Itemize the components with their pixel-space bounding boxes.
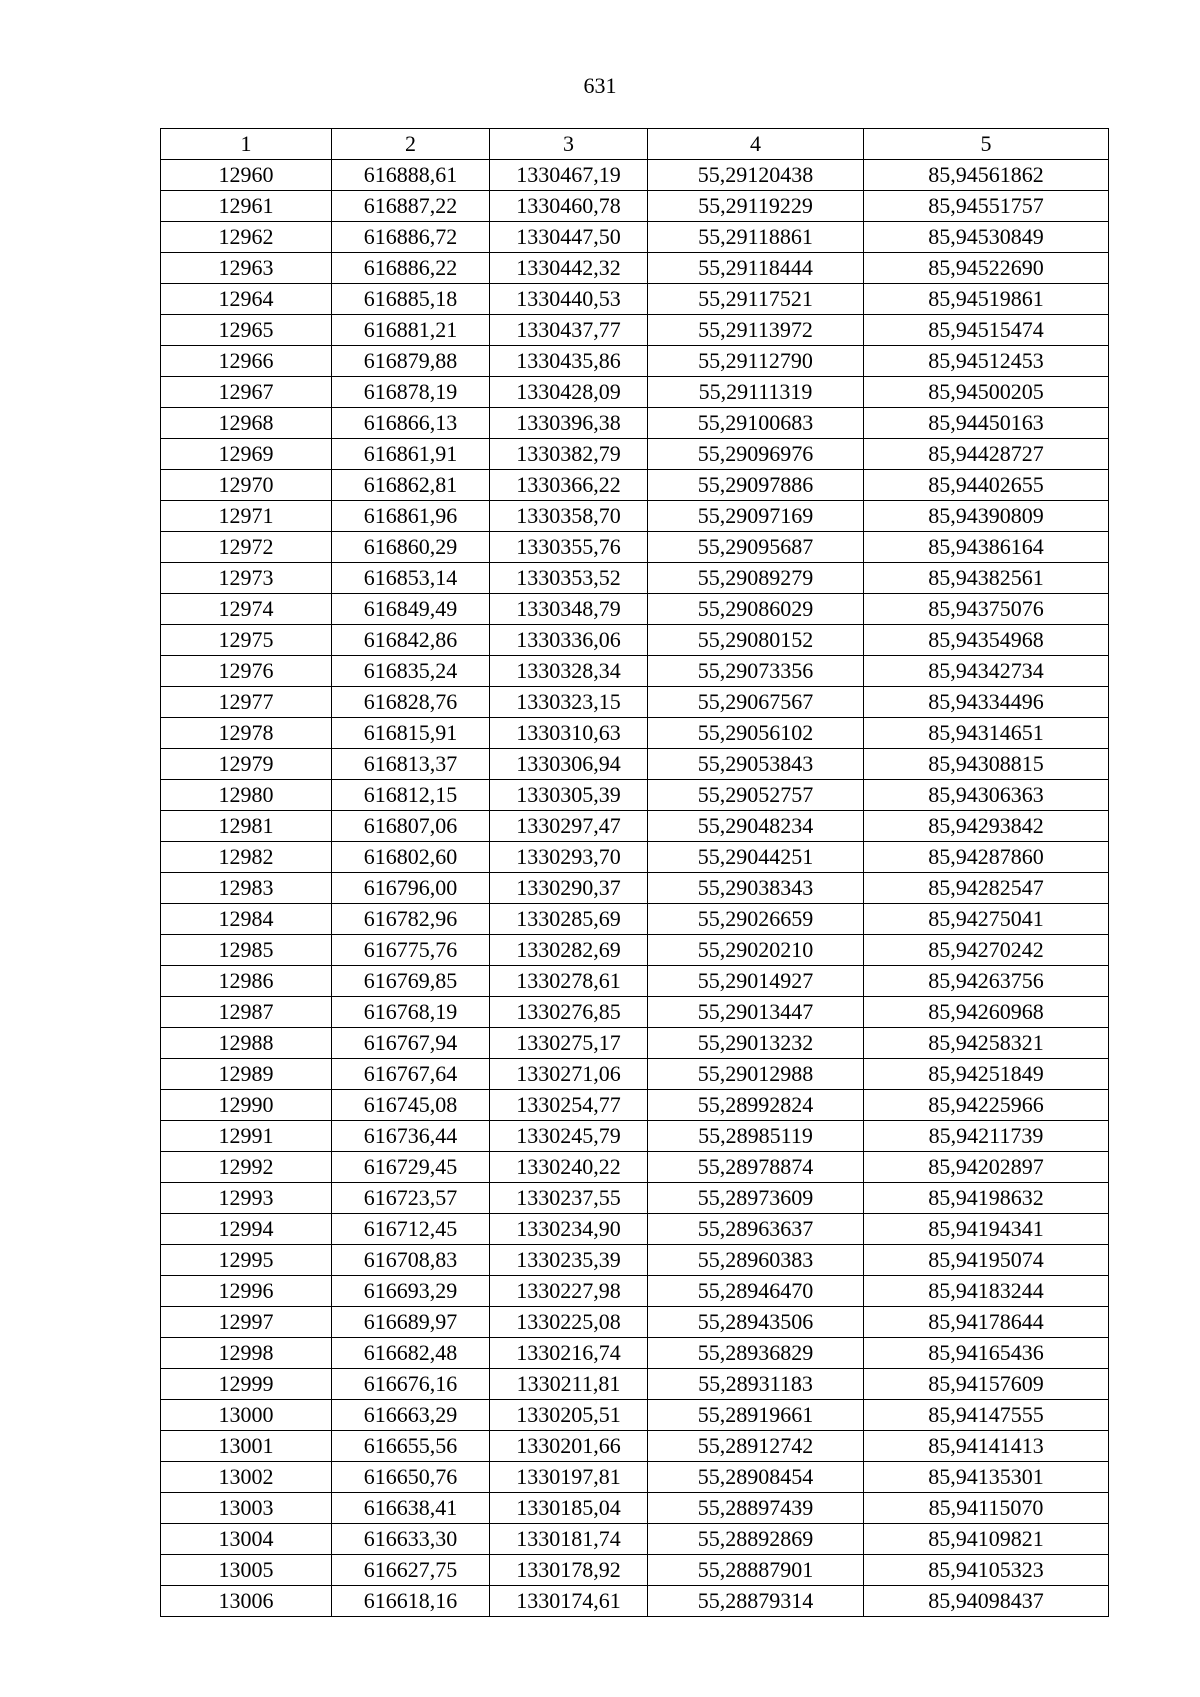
table-cell-col-4: 55,28897439 — [648, 1493, 864, 1524]
table-cell-col-3: 1330447,50 — [490, 222, 648, 253]
table-cell-col-5: 85,94258321 — [864, 1028, 1109, 1059]
table-cell-col-1: 12980 — [161, 780, 332, 811]
table-cell-col-1: 12985 — [161, 935, 332, 966]
table-cell-col-5: 85,94141413 — [864, 1431, 1109, 1462]
table-cell-col-2: 616767,94 — [332, 1028, 490, 1059]
table-cell-col-2: 616712,45 — [332, 1214, 490, 1245]
table-cell-col-4: 55,28985119 — [648, 1121, 864, 1152]
table-cell-col-3: 1330323,15 — [490, 687, 648, 718]
table-cell-col-4: 55,28978874 — [648, 1152, 864, 1183]
table-cell-col-5: 85,94165436 — [864, 1338, 1109, 1369]
table-cell-col-3: 1330185,04 — [490, 1493, 648, 1524]
table-cell-col-4: 55,29119229 — [648, 191, 864, 222]
table-cell-col-5: 85,94561862 — [864, 160, 1109, 191]
table-cell-col-4: 55,29056102 — [648, 718, 864, 749]
table-cell-col-5: 85,94178644 — [864, 1307, 1109, 1338]
table-cell-col-5: 85,94386164 — [864, 532, 1109, 563]
table-cell-col-4: 55,29111319 — [648, 377, 864, 408]
table-cell-col-2: 616775,76 — [332, 935, 490, 966]
table-cell-col-3: 1330305,39 — [490, 780, 648, 811]
table-cell-col-2: 616807,06 — [332, 811, 490, 842]
table-cell-col-1: 12963 — [161, 253, 332, 284]
table-cell-col-4: 55,28931183 — [648, 1369, 864, 1400]
table-cell-col-2: 616813,37 — [332, 749, 490, 780]
table-cell-col-5: 85,94183244 — [864, 1276, 1109, 1307]
table-cell-col-4: 55,29117521 — [648, 284, 864, 315]
table-cell-col-3: 1330460,78 — [490, 191, 648, 222]
table-cell-col-2: 616633,30 — [332, 1524, 490, 1555]
table-cell-col-3: 1330245,79 — [490, 1121, 648, 1152]
table-cell-col-5: 85,94314651 — [864, 718, 1109, 749]
table-cell-col-1: 12991 — [161, 1121, 332, 1152]
table-row — [161, 842, 1109, 873]
table-cell-col-3: 1330234,90 — [490, 1214, 648, 1245]
table-cell-col-3: 1330297,47 — [490, 811, 648, 842]
table-cell-col-2: 616745,08 — [332, 1090, 490, 1121]
table-cell-col-4: 55,29044251 — [648, 842, 864, 873]
table-cell-col-2: 616768,19 — [332, 997, 490, 1028]
table-cell-col-2: 616879,88 — [332, 346, 490, 377]
table-cell-col-5: 85,94390809 — [864, 501, 1109, 532]
table-cell-col-4: 55,29089279 — [648, 563, 864, 594]
table-row — [161, 1214, 1109, 1245]
table-cell-col-2: 616796,00 — [332, 873, 490, 904]
table-cell-col-5: 85,94270242 — [864, 935, 1109, 966]
table-cell-col-1: 12970 — [161, 470, 332, 501]
table-row — [161, 873, 1109, 904]
table-cell-col-2: 616886,72 — [332, 222, 490, 253]
table-cell-col-4: 55,28992824 — [648, 1090, 864, 1121]
table-cell-col-1: 12996 — [161, 1276, 332, 1307]
table-cell-col-5: 85,94354968 — [864, 625, 1109, 656]
column-header-3: 3 — [490, 129, 648, 160]
table-row — [161, 1524, 1109, 1555]
table-cell-col-5: 85,94105323 — [864, 1555, 1109, 1586]
table-cell-col-4: 55,28943506 — [648, 1307, 864, 1338]
table-cell-col-3: 1330235,39 — [490, 1245, 648, 1276]
table-cell-col-1: 12976 — [161, 656, 332, 687]
table-cell-col-1: 12975 — [161, 625, 332, 656]
table-cell-col-4: 55,28960383 — [648, 1245, 864, 1276]
table-cell-col-1: 12988 — [161, 1028, 332, 1059]
table-cell-col-3: 1330336,06 — [490, 625, 648, 656]
table-cell-col-3: 1330276,85 — [490, 997, 648, 1028]
column-header-1: 1 — [161, 129, 332, 160]
table-cell-col-5: 85,94260968 — [864, 997, 1109, 1028]
table-cell-col-2: 616860,29 — [332, 532, 490, 563]
table-cell-col-2: 616736,44 — [332, 1121, 490, 1152]
column-header-5: 5 — [864, 129, 1109, 160]
table-cell-col-1: 13003 — [161, 1493, 332, 1524]
table-cell-col-4: 55,29096976 — [648, 439, 864, 470]
table-cell-col-2: 616815,91 — [332, 718, 490, 749]
table-cell-col-3: 1330271,06 — [490, 1059, 648, 1090]
table-cell-col-4: 55,29113972 — [648, 315, 864, 346]
table-cell-col-4: 55,28963637 — [648, 1214, 864, 1245]
table-row — [161, 532, 1109, 563]
table-cell-col-5: 85,94342734 — [864, 656, 1109, 687]
table-cell-col-5: 85,94522690 — [864, 253, 1109, 284]
table-row — [161, 191, 1109, 222]
table-cell-col-1: 12978 — [161, 718, 332, 749]
table-cell-col-5: 85,94157609 — [864, 1369, 1109, 1400]
column-header-2: 2 — [332, 129, 490, 160]
table-cell-col-4: 55,28892869 — [648, 1524, 864, 1555]
table-cell-col-2: 616618,16 — [332, 1586, 490, 1617]
table-cell-col-4: 55,29053843 — [648, 749, 864, 780]
table-cell-col-5: 85,94135301 — [864, 1462, 1109, 1493]
table-cell-col-3: 1330355,76 — [490, 532, 648, 563]
table-cell-col-5: 85,94382561 — [864, 563, 1109, 594]
table-cell-col-2: 616866,13 — [332, 408, 490, 439]
table-cell-col-3: 1330237,55 — [490, 1183, 648, 1214]
table-cell-col-1: 12986 — [161, 966, 332, 997]
table-cell-col-1: 12972 — [161, 532, 332, 563]
table-cell-col-5: 85,94306363 — [864, 780, 1109, 811]
table-cell-col-4: 55,28936829 — [648, 1338, 864, 1369]
table-body — [161, 160, 1109, 1617]
table-cell-col-5: 85,94551757 — [864, 191, 1109, 222]
table-cell-col-5: 85,94515474 — [864, 315, 1109, 346]
table-cell-col-5: 85,94282547 — [864, 873, 1109, 904]
table-row — [161, 1493, 1109, 1524]
table-cell-col-2: 616693,29 — [332, 1276, 490, 1307]
table-cell-col-3: 1330201,66 — [490, 1431, 648, 1462]
table-cell-col-4: 55,28973609 — [648, 1183, 864, 1214]
table-row — [161, 284, 1109, 315]
table-cell-col-1: 12971 — [161, 501, 332, 532]
table-row — [161, 1307, 1109, 1338]
table-cell-col-5: 85,94512453 — [864, 346, 1109, 377]
table-row — [161, 687, 1109, 718]
table-cell-col-3: 1330278,61 — [490, 966, 648, 997]
table-row — [161, 1059, 1109, 1090]
table-row — [161, 749, 1109, 780]
table-cell-col-5: 85,94293842 — [864, 811, 1109, 842]
table-cell-col-1: 12962 — [161, 222, 332, 253]
table-cell-col-2: 616861,96 — [332, 501, 490, 532]
table-cell-col-3: 1330211,81 — [490, 1369, 648, 1400]
table-cell-col-1: 12974 — [161, 594, 332, 625]
table-cell-col-3: 1330382,79 — [490, 439, 648, 470]
table-cell-col-3: 1330353,52 — [490, 563, 648, 594]
table-cell-col-2: 616888,61 — [332, 160, 490, 191]
table-cell-col-2: 616802,60 — [332, 842, 490, 873]
table-cell-col-3: 1330358,70 — [490, 501, 648, 532]
table-cell-col-5: 85,94098437 — [864, 1586, 1109, 1617]
table-row — [161, 470, 1109, 501]
table-cell-col-4: 55,29118444 — [648, 253, 864, 284]
table-cell-col-3: 1330275,17 — [490, 1028, 648, 1059]
table-cell-col-3: 1330290,37 — [490, 873, 648, 904]
table-row — [161, 1152, 1109, 1183]
table-row — [161, 1121, 1109, 1152]
table-row — [161, 1183, 1109, 1214]
table-row — [161, 1586, 1109, 1617]
table-cell-col-3: 1330282,69 — [490, 935, 648, 966]
table-cell-col-5: 85,94275041 — [864, 904, 1109, 935]
table-row — [161, 1369, 1109, 1400]
table-cell-col-5: 85,94287860 — [864, 842, 1109, 873]
table-row — [161, 997, 1109, 1028]
column-header-4: 4 — [648, 129, 864, 160]
table-cell-col-4: 55,29013232 — [648, 1028, 864, 1059]
table-cell-col-4: 55,28919661 — [648, 1400, 864, 1431]
table-cell-col-1: 12973 — [161, 563, 332, 594]
table-row — [161, 904, 1109, 935]
table-cell-col-5: 85,94147555 — [864, 1400, 1109, 1431]
table-cell-col-3: 1330310,63 — [490, 718, 648, 749]
table-cell-col-1: 12998 — [161, 1338, 332, 1369]
table-cell-col-4: 55,29067567 — [648, 687, 864, 718]
table-row — [161, 408, 1109, 439]
table-cell-col-3: 1330197,81 — [490, 1462, 648, 1493]
table-cell-col-5: 85,94251849 — [864, 1059, 1109, 1090]
table-cell-col-2: 616881,21 — [332, 315, 490, 346]
table-cell-col-3: 1330178,92 — [490, 1555, 648, 1586]
table-cell-col-5: 85,94530849 — [864, 222, 1109, 253]
table-cell-col-1: 12984 — [161, 904, 332, 935]
table-row — [161, 625, 1109, 656]
table-cell-col-1: 12966 — [161, 346, 332, 377]
table-cell-col-3: 1330216,74 — [490, 1338, 648, 1369]
table-cell-col-2: 616886,22 — [332, 253, 490, 284]
table-cell-col-5: 85,94500205 — [864, 377, 1109, 408]
table-row — [161, 935, 1109, 966]
table-cell-col-1: 12993 — [161, 1183, 332, 1214]
table-cell-col-5: 85,94375076 — [864, 594, 1109, 625]
table-cell-col-2: 616729,45 — [332, 1152, 490, 1183]
table-row — [161, 594, 1109, 625]
table-cell-col-1: 12979 — [161, 749, 332, 780]
table-cell-col-5: 85,94211739 — [864, 1121, 1109, 1152]
table-cell-col-2: 616828,76 — [332, 687, 490, 718]
table-header — [161, 129, 1109, 160]
table-cell-col-2: 616812,15 — [332, 780, 490, 811]
table-cell-col-1: 12961 — [161, 191, 332, 222]
table-cell-col-5: 85,94263756 — [864, 966, 1109, 997]
table-cell-col-3: 1330437,77 — [490, 315, 648, 346]
table-cell-col-5: 85,94115070 — [864, 1493, 1109, 1524]
table-cell-col-1: 12967 — [161, 377, 332, 408]
table-cell-col-2: 616769,85 — [332, 966, 490, 997]
table-cell-col-3: 1330205,51 — [490, 1400, 648, 1431]
table-cell-col-2: 616767,64 — [332, 1059, 490, 1090]
table-cell-col-4: 55,29014927 — [648, 966, 864, 997]
table-row — [161, 1555, 1109, 1586]
table-row — [161, 1462, 1109, 1493]
table-cell-col-2: 616663,29 — [332, 1400, 490, 1431]
table-row — [161, 563, 1109, 594]
table-cell-col-1: 12997 — [161, 1307, 332, 1338]
table-row — [161, 656, 1109, 687]
table-cell-col-4: 55,29020210 — [648, 935, 864, 966]
table-cell-col-2: 616842,86 — [332, 625, 490, 656]
table-row — [161, 1338, 1109, 1369]
table-cell-col-2: 616676,16 — [332, 1369, 490, 1400]
table-cell-col-1: 12992 — [161, 1152, 332, 1183]
table-cell-col-3: 1330428,09 — [490, 377, 648, 408]
table-cell-col-4: 55,29073356 — [648, 656, 864, 687]
table-cell-col-3: 1330181,74 — [490, 1524, 648, 1555]
table-cell-col-4: 55,29052757 — [648, 780, 864, 811]
table-cell-col-1: 12989 — [161, 1059, 332, 1090]
header-row — [161, 129, 1109, 160]
table-cell-col-3: 1330467,19 — [490, 160, 648, 191]
table-cell-col-1: 13002 — [161, 1462, 332, 1493]
table-cell-col-1: 12964 — [161, 284, 332, 315]
table-row — [161, 222, 1109, 253]
table-cell-col-2: 616861,91 — [332, 439, 490, 470]
table-row — [161, 377, 1109, 408]
table-cell-col-1: 12977 — [161, 687, 332, 718]
table-cell-col-2: 616782,96 — [332, 904, 490, 935]
table-cell-col-5: 85,94450163 — [864, 408, 1109, 439]
table-cell-col-4: 55,29080152 — [648, 625, 864, 656]
table-cell-col-3: 1330442,32 — [490, 253, 648, 284]
table-cell-col-3: 1330227,98 — [490, 1276, 648, 1307]
table-cell-col-5: 85,94308815 — [864, 749, 1109, 780]
table-cell-col-2: 616627,75 — [332, 1555, 490, 1586]
table-cell-col-2: 616723,57 — [332, 1183, 490, 1214]
table-cell-col-1: 13006 — [161, 1586, 332, 1617]
table-cell-col-2: 616650,76 — [332, 1462, 490, 1493]
table-cell-col-5: 85,94225966 — [864, 1090, 1109, 1121]
table-cell-col-3: 1330240,22 — [490, 1152, 648, 1183]
table-cell-col-1: 12968 — [161, 408, 332, 439]
table-cell-col-4: 55,29120438 — [648, 160, 864, 191]
table-row — [161, 780, 1109, 811]
table-cell-col-2: 616885,18 — [332, 284, 490, 315]
table-cell-col-4: 55,29112790 — [648, 346, 864, 377]
table-cell-col-4: 55,29013447 — [648, 997, 864, 1028]
table-cell-col-4: 55,29118861 — [648, 222, 864, 253]
table-cell-col-2: 616862,81 — [332, 470, 490, 501]
table-cell-col-2: 616708,83 — [332, 1245, 490, 1276]
table-cell-col-1: 12983 — [161, 873, 332, 904]
table-cell-col-2: 616887,22 — [332, 191, 490, 222]
table-cell-col-1: 12969 — [161, 439, 332, 470]
table-cell-col-5: 85,94519861 — [864, 284, 1109, 315]
table-row — [161, 811, 1109, 842]
table-cell-col-1: 12965 — [161, 315, 332, 346]
table-row — [161, 1090, 1109, 1121]
table-cell-col-3: 1330293,70 — [490, 842, 648, 873]
table-cell-col-4: 55,29012988 — [648, 1059, 864, 1090]
coordinates-table — [160, 128, 1109, 1617]
table-cell-col-4: 55,28879314 — [648, 1586, 864, 1617]
table-cell-col-4: 55,29086029 — [648, 594, 864, 625]
table-cell-col-2: 616878,19 — [332, 377, 490, 408]
table-cell-col-2: 616638,41 — [332, 1493, 490, 1524]
table-cell-col-1: 13005 — [161, 1555, 332, 1586]
table-row — [161, 718, 1109, 749]
table-cell-col-5: 85,94202897 — [864, 1152, 1109, 1183]
table-cell-col-1: 12982 — [161, 842, 332, 873]
table-cell-col-4: 55,29095687 — [648, 532, 864, 563]
table-cell-col-1: 12960 — [161, 160, 332, 191]
table-cell-col-1: 12994 — [161, 1214, 332, 1245]
table-row — [161, 966, 1109, 997]
table-cell-col-4: 55,29038343 — [648, 873, 864, 904]
table-cell-col-2: 616655,56 — [332, 1431, 490, 1462]
table-cell-col-4: 55,28946470 — [648, 1276, 864, 1307]
table-cell-col-5: 85,94109821 — [864, 1524, 1109, 1555]
page-number: 631 — [583, 73, 617, 98]
table-cell-col-4: 55,28887901 — [648, 1555, 864, 1586]
table-cell-col-3: 1330306,94 — [490, 749, 648, 780]
table-cell-col-1: 12999 — [161, 1369, 332, 1400]
table-cell-col-3: 1330285,69 — [490, 904, 648, 935]
table-cell-col-4: 55,29100683 — [648, 408, 864, 439]
table-cell-col-3: 1330435,86 — [490, 346, 648, 377]
table-cell-col-5: 85,94428727 — [864, 439, 1109, 470]
table-cell-col-4: 55,29048234 — [648, 811, 864, 842]
table-cell-col-2: 616853,14 — [332, 563, 490, 594]
table-cell-col-1: 12990 — [161, 1090, 332, 1121]
table-cell-col-3: 1330328,34 — [490, 656, 648, 687]
table-cell-col-2: 616689,97 — [332, 1307, 490, 1338]
table-row — [161, 1431, 1109, 1462]
table-cell-col-2: 616849,49 — [332, 594, 490, 625]
table-row — [161, 160, 1109, 191]
table-cell-col-3: 1330174,61 — [490, 1586, 648, 1617]
table-cell-col-5: 85,94198632 — [864, 1183, 1109, 1214]
table-cell-col-3: 1330396,38 — [490, 408, 648, 439]
table-row — [161, 315, 1109, 346]
table-cell-col-1: 13004 — [161, 1524, 332, 1555]
table-cell-col-2: 616835,24 — [332, 656, 490, 687]
table-cell-col-5: 85,94194341 — [864, 1214, 1109, 1245]
table-cell-col-1: 13001 — [161, 1431, 332, 1462]
table-cell-col-5: 85,94334496 — [864, 687, 1109, 718]
table-cell-col-4: 55,29026659 — [648, 904, 864, 935]
table-cell-col-3: 1330225,08 — [490, 1307, 648, 1338]
table-cell-col-4: 55,29097169 — [648, 501, 864, 532]
table-cell-col-3: 1330366,22 — [490, 470, 648, 501]
table-cell-col-1: 12987 — [161, 997, 332, 1028]
table-row — [161, 253, 1109, 284]
table-row — [161, 501, 1109, 532]
table-row — [161, 439, 1109, 470]
table-cell-col-1: 12981 — [161, 811, 332, 842]
table-cell-col-3: 1330254,77 — [490, 1090, 648, 1121]
table-row — [161, 346, 1109, 377]
table-cell-col-5: 85,94195074 — [864, 1245, 1109, 1276]
table-cell-col-2: 616682,48 — [332, 1338, 490, 1369]
table-row — [161, 1245, 1109, 1276]
table-cell-col-3: 1330348,79 — [490, 594, 648, 625]
table-row — [161, 1028, 1109, 1059]
table-cell-col-4: 55,29097886 — [648, 470, 864, 501]
table-cell-col-1: 12995 — [161, 1245, 332, 1276]
table-cell-col-4: 55,28908454 — [648, 1462, 864, 1493]
table-cell-col-5: 85,94402655 — [864, 470, 1109, 501]
table-cell-col-1: 13000 — [161, 1400, 332, 1431]
table-cell-col-4: 55,28912742 — [648, 1431, 864, 1462]
table-cell-col-3: 1330440,53 — [490, 284, 648, 315]
table-row — [161, 1400, 1109, 1431]
table-row — [161, 1276, 1109, 1307]
